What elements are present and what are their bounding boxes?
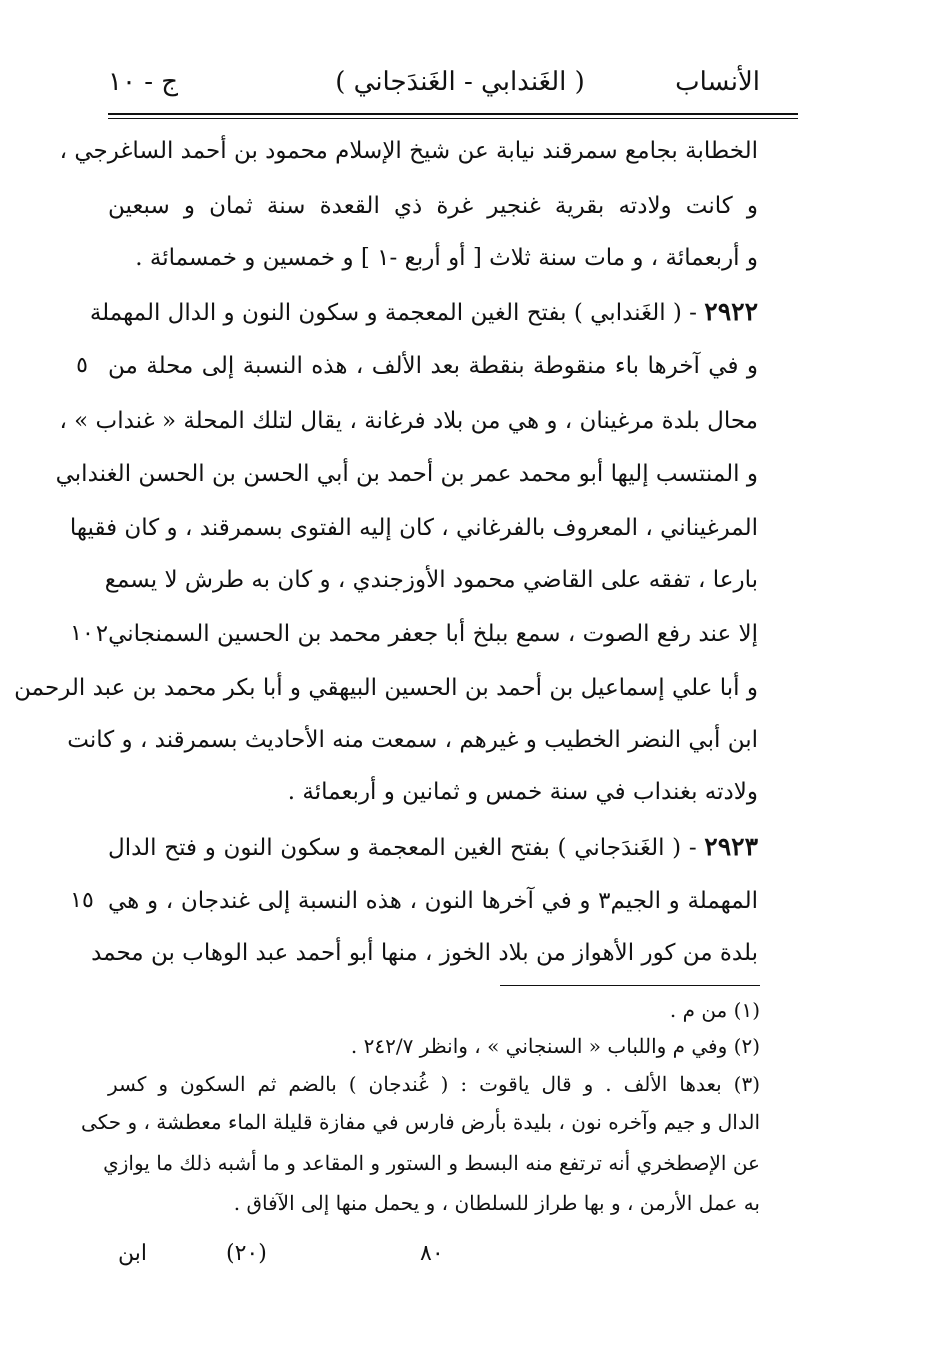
footnote: عن الإصطخري أنه ترتفع منه البسط و الستور و المقاعد و ما أشبه ذلك ما يوازي	[103, 1151, 760, 1175]
footnote: به عمل الأرمن ، و بها طراز للسلطان ، و يحمل منها إلى الآفاق .	[233, 1191, 760, 1215]
text-line	[67, 717, 758, 763]
line-text: بارعا ، تفقه على القاضي محمود الأوزجندي ، و كان به طرش لا يسمع	[104, 567, 758, 593]
line-text: و كانت ولادته بقرية غنجير غرة ذي القعدة سنة ثمان و سبعين	[108, 193, 758, 219]
page-heading: ( الغَندابي - الغَندَجاني )	[335, 67, 585, 97]
text-line	[108, 183, 758, 229]
line-marker: ١٥	[70, 888, 94, 913]
line-text: المرغيناني ، المعروف بالفرغاني ، كان إليه الفتوى بسمرقند ، و كان فقيها	[69, 515, 758, 541]
catchword: ابن	[118, 1241, 147, 1266]
text-line	[108, 824, 758, 870]
header-rule-thin	[108, 118, 798, 119]
footnote: (٢) وفي م واللباب « السنجاني » ، وانظر ٢٤٢/٧ .	[350, 1034, 760, 1058]
text-line	[108, 878, 758, 924]
line-text: ولادته بغنداب في سنة خمس و ثمانين و أربعمائة .	[287, 779, 758, 805]
text-line	[69, 505, 758, 551]
running-title: الأنساب	[675, 67, 760, 97]
text-line	[108, 235, 758, 281]
text-line	[59, 398, 758, 444]
text-line	[14, 665, 758, 711]
text-line	[104, 557, 758, 603]
text-line	[91, 930, 758, 976]
line-text: - ( الغَندابي ) بفتح الغين المعجمة و سكون النون و الدال المهملة	[89, 300, 697, 326]
line-text: إلا عند رفع الصوت ، سمع ببلخ أبا جعفر محمد بن الحسين السمنجاني٢	[95, 621, 758, 647]
text-line	[95, 611, 758, 657]
line-text: ابن أبي النضر الخطيب و غيرهم ، سمعت منه الأحاديث بسمرقند ، و كانت	[67, 727, 758, 753]
line-text: - ( الغَندَجاني ) بفتح الغين المعجمة و سكون النون و فتح الدال	[108, 835, 697, 861]
line-text: محال بلدة مرغينان ، و هي من بلاد فرغانة ، يقال لتلك المحلة « غنداب » ،	[59, 408, 758, 434]
line-text: الخطابة بجامع سمرقند نيابة عن شيخ الإسلام محمود بن أحمد الساغرجي ،	[59, 138, 758, 164]
entry-number: ٢٩٢٣	[704, 832, 758, 861]
line-text: المهملة و الجيم٣ و في آخرها النون ، هذه النسبة إلى غندجان ، و هي	[108, 888, 758, 914]
text-line	[89, 289, 758, 335]
text-line	[55, 451, 758, 497]
footnote: (١) من م .	[669, 998, 760, 1022]
page-number: ٨٠	[420, 1241, 444, 1266]
signature-mark: (٢٠)	[226, 1241, 267, 1266]
line-text: بلدة من كور الأهواز من بلاد الخوز ، منها أبو أحمد عبد الوهاب بن محمد	[91, 940, 758, 966]
line-text: و أبا علي إسماعيل بن أحمد بن الحسين البيهقي و أبا بكر محمد بن عبد الرحمن	[14, 675, 758, 701]
text-line	[108, 343, 758, 389]
line-text: و أربعمائة ، و مات سنة ثلاث [ أو أربع -١ ] و خمسين و خمسمائة .	[135, 245, 758, 271]
line-text: و المنتسب إليها أبو محمد عمر بن أحمد بن أبي الحسن بن الحسن الغندابي	[55, 461, 758, 487]
text-line	[108, 769, 758, 815]
header-rule	[108, 113, 798, 115]
footnote: (٣) بعدها الألف . و قال ياقوت : ( غُندجان ) بالضم ثم السكون و كسر	[108, 1072, 760, 1096]
line-text: و في آخرها باء منقوطة بنقطة بعد الألف ، هذه النسبة إلى محلة من	[108, 353, 758, 379]
line-marker: ٥	[76, 353, 88, 378]
volume-number: ج - ١٠	[108, 67, 179, 97]
entry-number: ٢٩٢٢	[704, 297, 758, 326]
footnote-rule	[500, 985, 760, 986]
line-marker: ١٠	[70, 621, 94, 646]
footnote: الدال و جيم وآخره نون ، بليدة بأرض فارس في مفازة قليلة الماء معطشة ، و حكى	[81, 1110, 760, 1134]
text-line	[59, 128, 758, 174]
